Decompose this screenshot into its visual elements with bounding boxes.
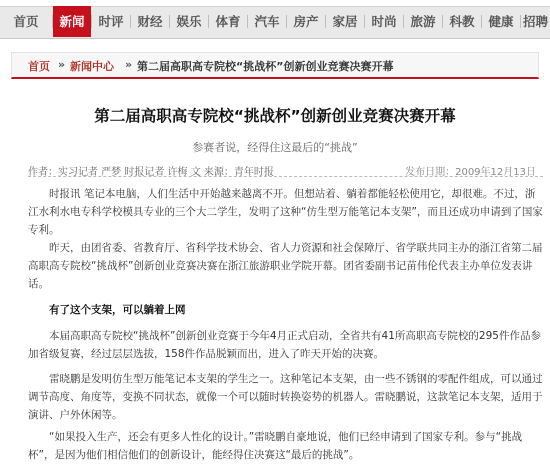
nav-item-realestate[interactable]: 房产	[293, 14, 319, 29]
nav-item-education[interactable]: 科教	[449, 14, 475, 29]
nav-item-finance[interactable]: 财经	[137, 14, 163, 29]
nav-item-fashion[interactable]: 时尚	[371, 14, 397, 29]
nav-item-news[interactable]: 新闻	[53, 6, 91, 37]
nav-item-home[interactable]: 首页	[13, 14, 39, 29]
breadcrumb	[11, 52, 539, 79]
breadcrumb-home-link[interactable]: 首页	[28, 60, 50, 73]
article-byline: 作者：实习记者 严梦 时报记者 许梅 文 来源：青年时报	[28, 167, 274, 178]
nav-item-travel[interactable]: 旅游	[410, 14, 436, 29]
nav-item-sports[interactable]: 体育	[215, 14, 241, 29]
breadcrumb-section-link[interactable]: 新闻中心	[70, 60, 114, 73]
nav-item-health[interactable]: 健康	[488, 14, 514, 29]
article-paragraph: “如果投入生产，还会有更多人性化的设计。”雷晓鹏自豪地说，他们已经申请到了国家专利。参与“挑战杯”，是因为他们相信他们的创新设计，能经得住决赛这“最后的挑战”。	[28, 431, 523, 461]
article-paragraph: 时报讯 笔记本电脑，人们生活中开始越来越离不开。但想站着、躺着都能轻松使用它，却很难。不过，浙江水利水电专科学校模具专业的三个大二学生，发明了这种“仿生型万能笔记本支架”，而且还成功申请到了国家专利。	[28, 188, 543, 236]
top-nav-bar	[0, 0, 550, 40]
nav-item-commentary[interactable]: 时评	[98, 14, 124, 29]
publish-date: 发布日期：2009年12月13日	[405, 167, 536, 178]
article-title: 第二届高职高专院校“挑战杯”创新创业竞赛决赛开幕	[94, 107, 456, 125]
breadcrumb-separator: »	[125, 58, 133, 71]
article-subheading: 有了这个支架，可以躺着上网	[49, 304, 186, 316]
divider	[28, 176, 543, 178]
breadcrumb-current: 第二届高职高专院校“挑战杯”创新创业竞赛决赛开幕	[137, 60, 394, 73]
nav-item-entertainment[interactable]: 娱乐	[176, 14, 202, 29]
nav-item-auto[interactable]: 汽车	[254, 14, 280, 29]
article-subtitle: 参赛者说，经得住这最后的“挑战”	[192, 141, 358, 154]
nav-item-home-decor[interactable]: 家居	[332, 14, 358, 29]
breadcrumb-separator: »	[58, 58, 66, 71]
article-paragraph: 雷晓鹏是发明仿生型万能笔记本支架的学生之一。这种笔记本支架，由一些不锈钢的零配件组成，可以通过调节高度、角度等，变换不同状态，就像一个可以随时转换姿势的机器人。雷晓鹏说，这款笔记本支架，适用于演讲、户外休闲等。	[28, 373, 543, 421]
article-paragraph: 本届高职高专院校“挑战杯”创新创业竞赛于今年4月正式启动，全省共有41所高职高专院校的295件作品参加省级复赛，经过层层选拔，158件作品脱颖而出，进入了昨天开始的决赛。	[28, 330, 541, 360]
nav-item-jobs[interactable]: 招聘	[522, 14, 548, 29]
article-paragraph: 昨天，由团省委、省教育厅、省科学技术协会、省人力资源和社会保障厅、省学联共同主办的浙江省第二届高职高专院校“挑战杯”创新创业竞赛决赛在浙江旅游职业学院开幕。团省委副书记苗伟伦代表主办单位发表讲话。	[28, 242, 543, 290]
